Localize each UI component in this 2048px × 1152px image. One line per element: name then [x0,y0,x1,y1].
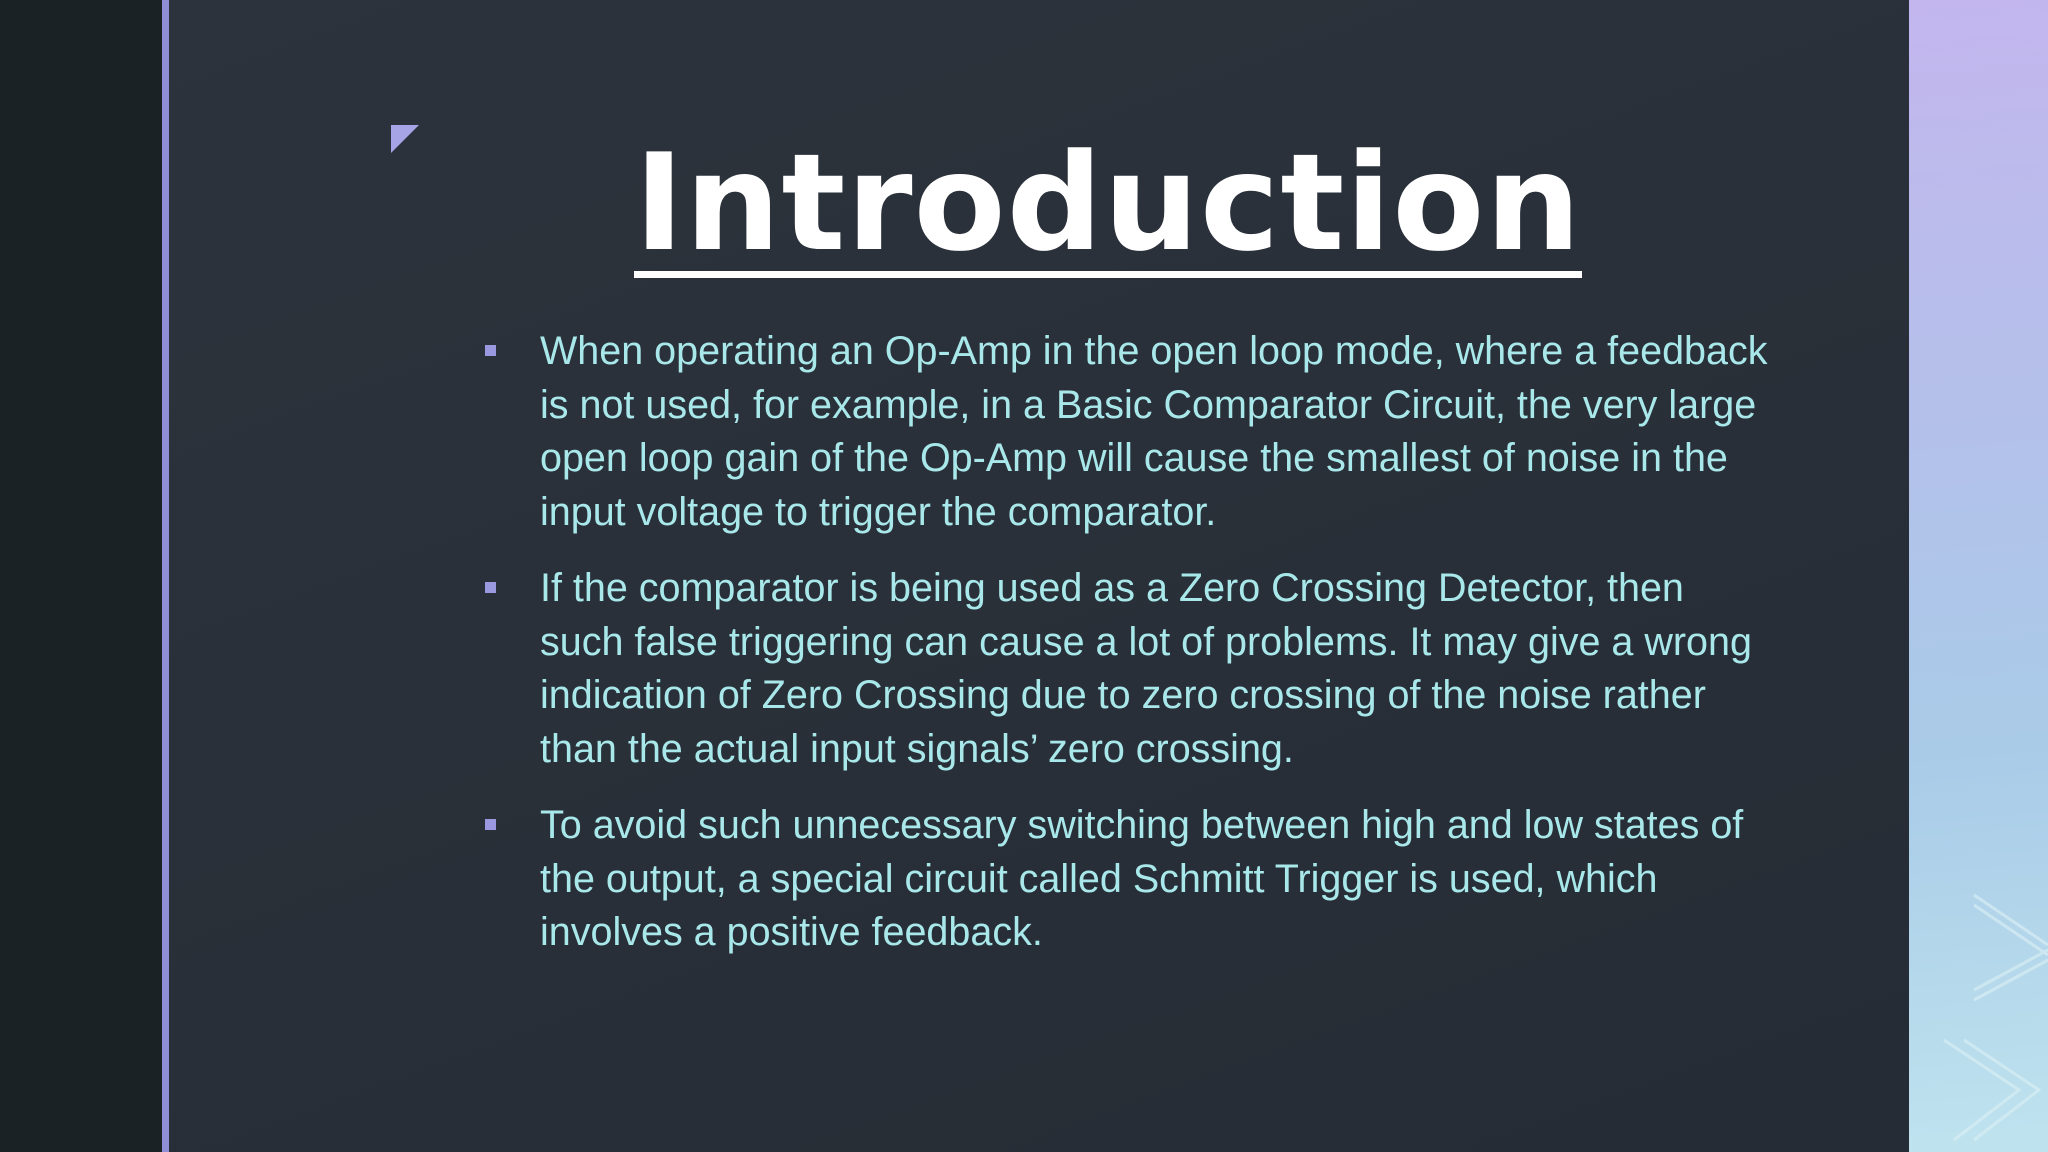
bullet-item [480,562,1770,776]
slide-title [0,125,2048,281]
bullet-item [480,325,1770,539]
square-bullet-icon [485,345,496,356]
square-bullet-icon [485,819,496,830]
bullet-item [480,799,1770,960]
bullet-text: When operating an Op-Amp in the open loop mode, where a feedback is not used, for example, in a Basic Comparator Circuit, the very large open loop gain of the Op-Amp will cause the smallest of noise in the input voltage to trigger the comparator. [540,329,1768,534]
bullet-list [480,325,1770,983]
square-bullet-icon [485,582,496,593]
slide-title-text: Introduction [634,125,1582,281]
bullet-text: If the comparator is being used as a Zero Crossing Detector, then such false triggering can cause a lot of problems. It may give a wrong indication of Zero Crossing due to zero crossing of the noise rather than the actual input signals’ zero crossing. [540,566,1752,771]
bullet-text: To avoid such unnecessary switching between high and low states of the output, a special circuit called Schmitt Trigger is used, which involves a positive feedback. [540,803,1744,954]
